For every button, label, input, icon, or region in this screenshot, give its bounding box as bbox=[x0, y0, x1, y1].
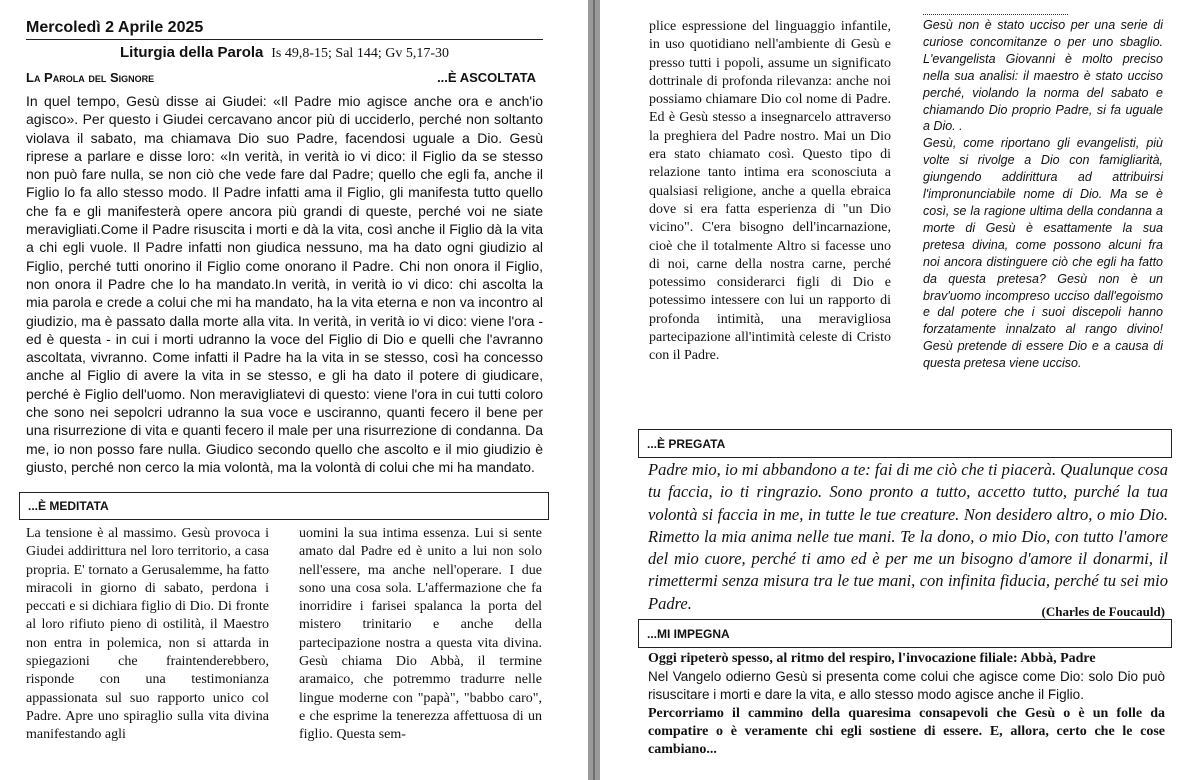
side-comment-paragraph-2: Gesù, come riportano gli evangelisti, più volte si rivolge a Dio con famigliarità, giungendo addirittura ad attribuirsi l'impronunciabile nome di Dio. Ma se è così, se la ragione ultima della condanna a morte di Gesù è esattamente la sua pretesa divina, come possono alcuni fra noi ancora distinguere ciò che egli ha fatto da questa pretesa? Gesù non è un brav'uomo incompreso ucciso dall'egoismo e dal potere che i suoi discepoli hanno forzatamente innalzato al rango divino! Gesù pretende di essere Dio e a causa di questa pretesa viene ucciso. bbox=[923, 136, 1163, 371]
date-header: Mercoledì 2 Aprile 2025 bbox=[26, 19, 543, 40]
prayer-author: (Charles de Foucauld) bbox=[1041, 604, 1165, 619]
meditation-column-1: La tensione è al massimo. Gesù provoca i Giudei addirittura nel loro territorio, a casa propria. E' tornato a Gerusalemme, ha fatto miracoli in giorno di sabato, perdona i peccati e si dichiara figlio di Dio. Di fronte al loro rifiuto pieno di ostilità, il Maestro non entra in polemica, non si attarda in spiegazioni che fraintenderebbero, risponde con una testimonianza appassionata sul suo rapporto unico col Padre. Apre uno spiraglio sulla vita divina manifestando agli bbox=[26, 526, 269, 743]
left-page bbox=[0, 0, 574, 780]
liturgy-heading bbox=[26, 44, 543, 62]
commitment-resolution: Oggi ripeterò spesso, al ritmo del respiro, l'invocazione filiale: Abbà, Padre bbox=[648, 651, 1096, 666]
liturgy-title: Liturgia della Parola bbox=[120, 44, 264, 61]
prayer-heading-box bbox=[638, 429, 1172, 458]
commitment-conclusion: Percorriamo il cammino della quaresima consapevoli che Gesù o è un folle da compatire o è veramente chi egli sostiene di essere. E, allora, certo che le cose cambiano... bbox=[648, 705, 1165, 758]
meditation-column-2: uomini la sua intima essenza. Lui si sente amato dal Padre ed è unito a lui non solo nell'essere, ma anche nell'operare. I due sono una cosa sola. L'affermazione che fa inorridire i farisei spalanca la porta del mistero trinitario e anche della partecipazione nostra a questa vita divina. Gesù chiama Dio Abbà, il termine aramaico, che potremmo tradurre nelle lingue moderne con "papà", "babbo caro", e che esprime la tenerezza affettuosa di un figlio. Questa sem- bbox=[299, 526, 542, 743]
side-comment bbox=[923, 14, 1163, 372]
page-gutter bbox=[574, 0, 612, 780]
readings-reference: Is 49,8-15; Sal 144; Gv 5,17-30 bbox=[271, 46, 449, 61]
commitment-explanation: Nel Vangelo odierno Gesù si presenta come colui che agisce come Dio: solo Dio può risuscitare i morti e dare la vita, e allo stesso modo agisce anche il Figlio. bbox=[648, 669, 1165, 703]
meditation-heading-box bbox=[19, 492, 549, 520]
gospel-text: In quel tempo, Gesù disse ai Giudei: «Il Padre mio agisce anche ora e anch'io agisco». Per questo i Giudei cercavano ancor più di ucciderlo, perché non soltanto violava il sabato, ma chiamava Dio suo Padre, facendosi uguale a Dio. Gesù riprese a parlare e disse loro: «In verità, in verità io vi dico: il Figlio da se stesso non può fare nulla, se non ciò che vede fare dal Padre; quello che egli fa, anche il Figlio lo fa allo stesso modo. Il Padre infatti ama il Figlio, gli manifesta tutto quello che fa e gli manifesterà opere ancora più grandi di queste, perché voi ne siate meravigliati.Come il Padre risuscita i morti e dà la vita, così anche il Figlio dà la vita a chi egli vuole. Il Padre infatti non giudica nessuno, ma ha dato ogni giudizio al Figlio, perché tutti onorino il Figlio come onorano il Padre. Chi non onora il Figlio, non onora il Padre che lo ha mandato.In verità, in verità io vi dico: chi ascolta la mia parola e crede a colui che mi ha mandato, ha la vita eterna e non va incontro al giudizio, ma è passato dalla morte alla vita. In verità, in verità io vi dico: viene l'ora - ed è questa - in cui i morti udranno la voce del Figlio di Dio e quelli che l'avranno ascoltata, vivranno. Come infatti il Padre ha la vita in se stesso, così ha concesso anche al Figlio di avere la vita in se stesso, e gli ha dato il potere di giudicare, perché è Figlio dell'uomo. Non meravigliatevi di questo: viene l'ora in cui tutti coloro che sono nei sepolcri udranno la sua voce e usciranno, quanti fecero il bene per una risurrezione di vita e quanti fecero il male per una risurrezione di condanna. Da me, io non posso fare nulla. Giudico secondo quello che ascolto e il mio giudizio è giusto, perché non cerco la mia volontà, ma la volontà di colui che mi ha mandato. bbox=[26, 93, 543, 475]
commitment-text bbox=[648, 650, 1165, 759]
prayer-title: ...È PREGATA bbox=[647, 436, 726, 451]
prayer-text: Padre mio, io mi abbandono a te: fai di me ciò che ti piacerà. Qualunque cosa tu faccia, io ti ringrazio. Sono pronto a tutto, accetto tutto, purché la tua volontà si faccia in me, in tutte le tue creature. Non desidero altro, o mio Dio. Rimetto la mia anima nelle tue mani. Te la dono, o mio Dio, con tutto l'amore del mio cuore, perché ti amo ed è per me un bisogno d'amore il donarmi, il rimettermi senza misura tra le tue mani, con infinita fiducia, perché tu sei mio Padre. bbox=[648, 460, 1168, 613]
comment-divider bbox=[923, 14, 1068, 15]
commitment-title: ...MI IMPEGNA bbox=[647, 626, 730, 641]
word-section-heading bbox=[26, 70, 536, 85]
side-comment-paragraph-1: Gesù non è stato ucciso per una serie di curiose concomitanze o per uno sbaglio. L'evangelista Giovanni è molto preciso nella sua analisi: il maestro è stato ucciso perché, violando la norma del sabato e chiamando Dio proprio Padre, si fa uguale a Dio. . bbox=[923, 18, 1163, 134]
commitment-heading-box bbox=[638, 619, 1172, 648]
right-page bbox=[612, 0, 1189, 780]
meditation-column-3: plice espressione del linguaggio infantile, in uso quotidiano nell'ambiente di Gesù e presso tutti i popoli, assume un significato dottrinale di profonda rilevanza: anche noi possiamo chiamare Dio col nome di Padre. Ed è Gesù stesso a insegnarcelo attraverso la preghiera del Padre nostro. Mai un Dio era stato chiamato così. Questo tipo di relazione tanto intima era sconosciuta a qualsiasi religione, anche a quella ebraica dove si era fatta esperienza di "un Dio vicino". C'era bisogno dell'incarnazione, cioè che il totalmente Altro si facesse uno di noi, carne della nostra carne, perché potessimo considerarci figli di Dio e potessimo intessere con lui un rapporto di profonda intimità, una meravigliosa partecipazione all'intimità celeste di Cristo con il Padre. bbox=[649, 19, 891, 364]
word-section-subtitle: ...È ASCOLTATA bbox=[437, 70, 536, 85]
meditation-title: ...È MEDITATA bbox=[28, 499, 109, 513]
word-section-title: La Parola del Signore bbox=[26, 70, 155, 85]
